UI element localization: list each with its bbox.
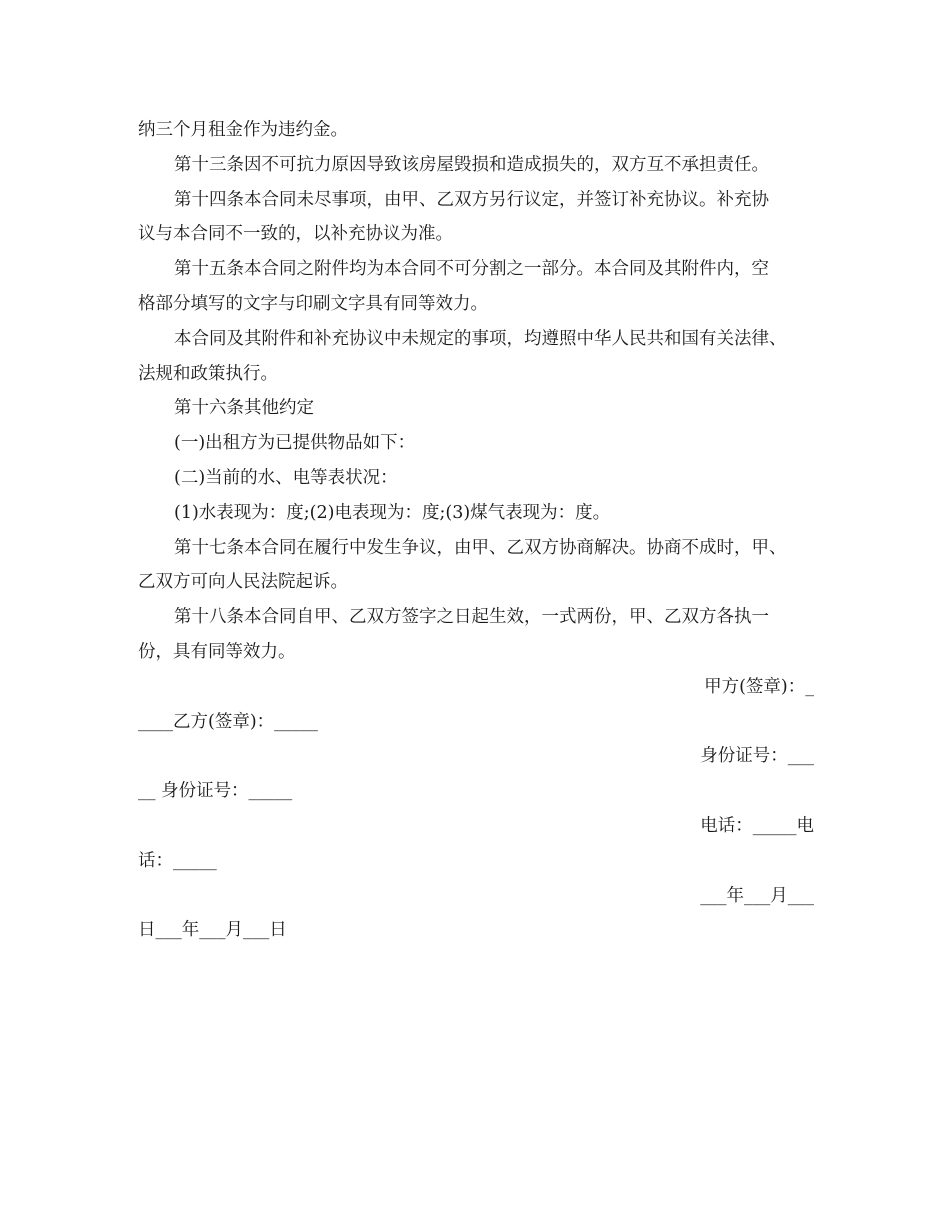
meter-readings: (1)水表现为：度;(2)电表现为：度;(3)煤气表现为：度。 [174,502,611,523]
clause-14-line-2: 议与本合同不一致的，以补充协议为准。 [138,224,453,245]
clause-16-item-1: (一)出租方为已提供物品如下： [174,433,416,454]
clause-15-line-2: 格部分填写的文字与印刷文字具有同等效力。 [138,293,488,314]
clause-16-item-2: (二)当前的水、电等表状况： [174,467,398,488]
text-line: 纳三个月租金作为违约金。 [138,120,348,140]
party-b-phone: 话：_____ [138,850,217,871]
clause-17-line-1: 第十七条本合同在履行中发生争议，由甲、乙双方协商解决。协商不成时，甲、 [174,537,787,558]
party-b-date: 日___年___月___日 [138,920,287,941]
clause-15-line-1: 第十五条本合同之附件均为本合同不可分割之一部分。本合同及其附件内，空 [174,259,769,280]
clause-13: 第十三条因不可抗力原因导致该房屋毁损和造成损失的，双方互不承担责任。 [174,154,769,175]
clause-17-line-2: 乙双方可向人民法院起诉。 [138,572,348,593]
clause-14-line-1: 第十四条本合同未尽事项，由甲、乙双方另行议定，并签订补充协议。补充协 [174,189,769,210]
party-a-id-number: 身份证号：___ [700,746,814,767]
party-a-date: ___年___月___ [700,885,814,906]
party-a-signature: 甲方(签章)：_ [704,676,814,697]
clause-16-heading: 第十六条其他约定 [174,398,314,419]
clause-18-line-1: 第十八条本合同自甲、乙双方签字之日起生效，一式两份，甲、乙双方各执一 [174,607,769,628]
party-b-signature: ____乙方(签章)：_____ [138,711,318,732]
law-reference-line-2: 法规和政策执行。 [138,363,278,384]
party-a-phone: 电话：_____电 [700,815,814,836]
document-body [138,113,814,948]
law-reference-line-1: 本合同及其附件和补充协议中未规定的事项，均遵照中华人民共和国有关法律、 [174,328,787,349]
clause-18-line-2: 份，具有同等效力。 [138,641,296,662]
party-b-id-number: __ 身份证号：_____ [138,781,293,802]
